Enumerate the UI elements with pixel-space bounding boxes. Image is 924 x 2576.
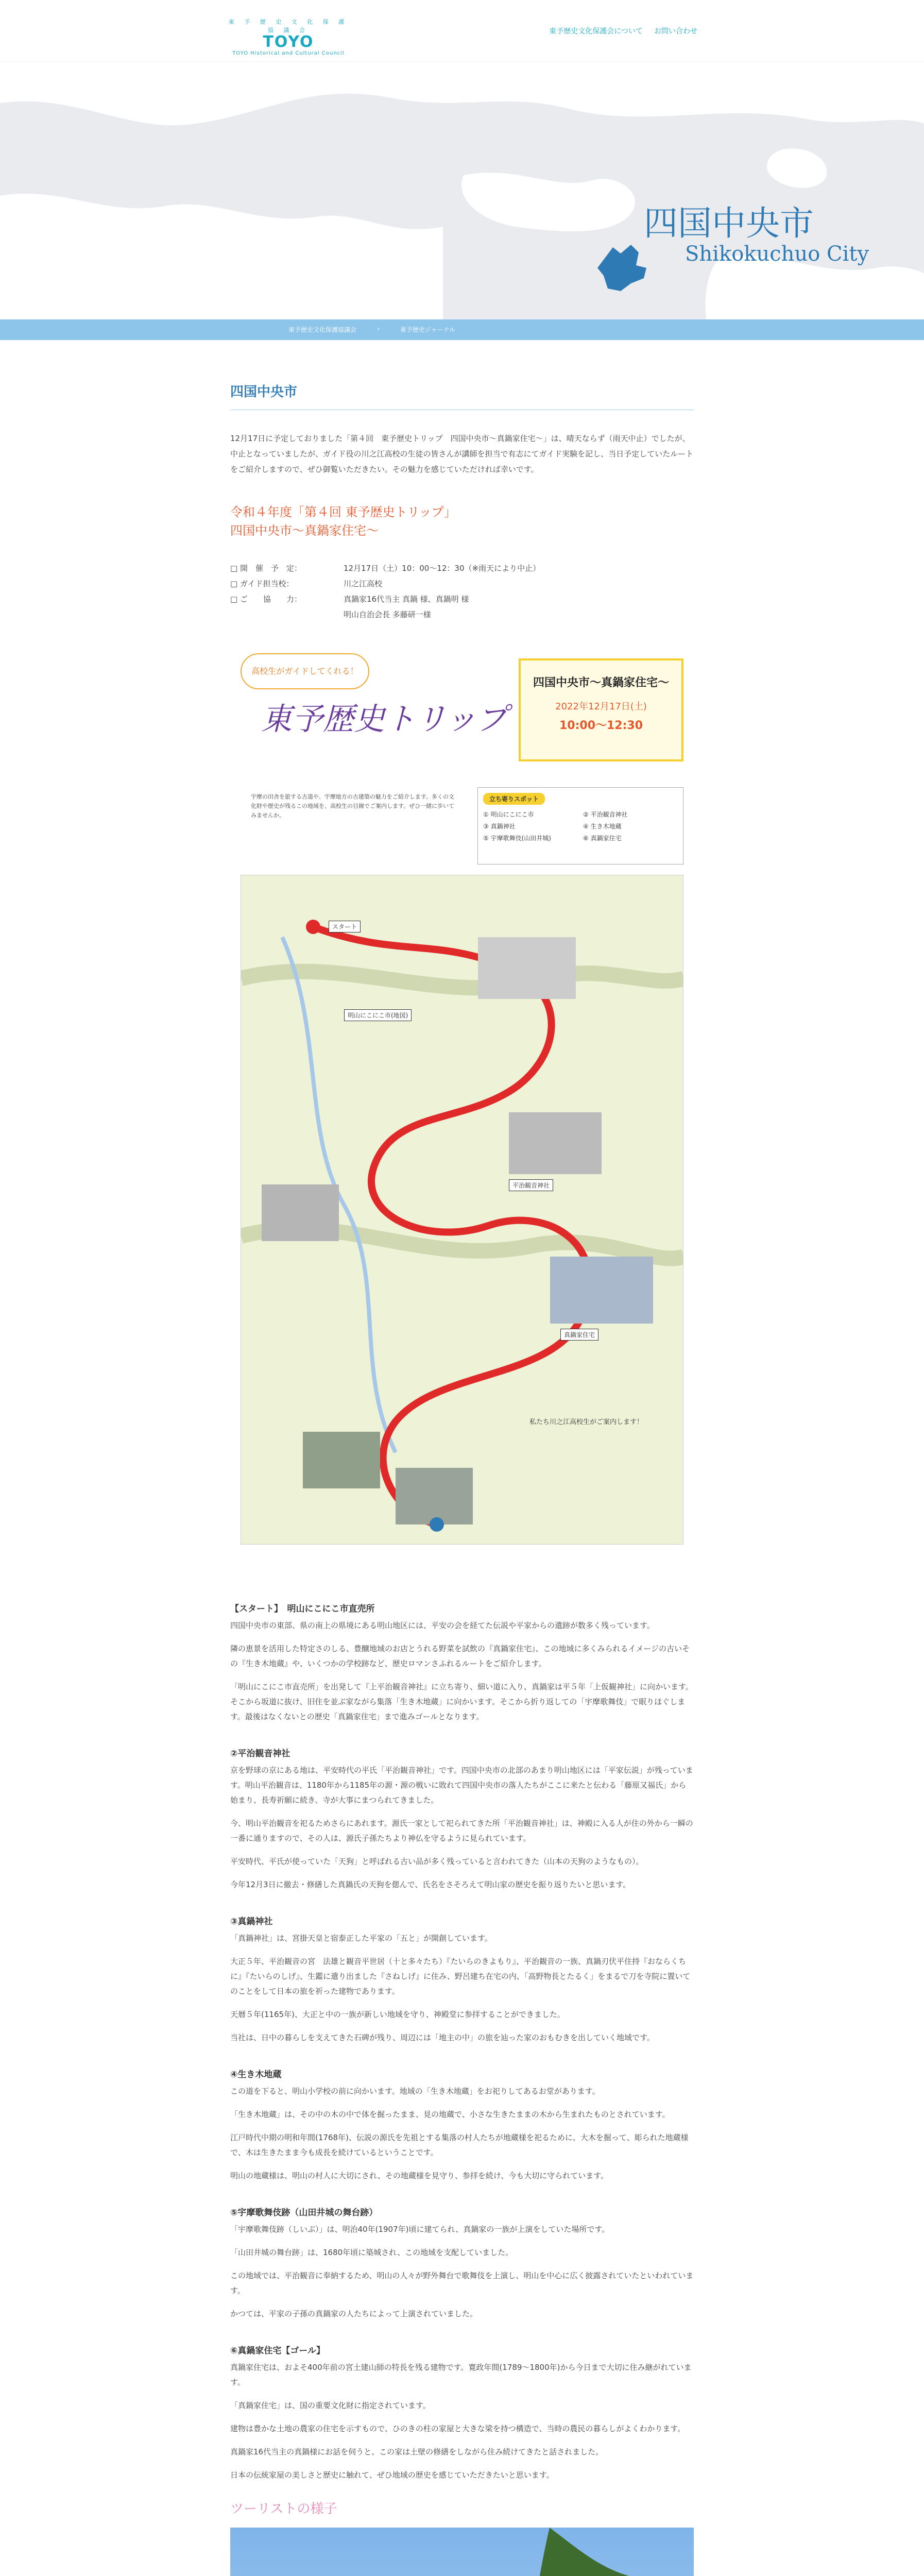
event-title-line-1: 令和４年度「第４回 東予歴史トリップ」 bbox=[230, 505, 456, 519]
map-label-niko: 明山にこにこ市(地図) bbox=[344, 1009, 412, 1021]
article bbox=[230, 1601, 694, 2483]
page-title: 四国中央市 bbox=[230, 381, 694, 410]
info-label bbox=[230, 607, 344, 622]
article-heading: ④生き木地蔵 bbox=[230, 2070, 282, 2080]
main-content bbox=[230, 340, 694, 2576]
shikokuchuo-shape-icon bbox=[597, 245, 646, 291]
nav-contact-link[interactable]: お問い合わせ bbox=[654, 27, 697, 36]
article-paragraph: 「真鍋神社」は、宮掛天皇と宿泰正した平家の「五と」が開創しています。 bbox=[230, 1934, 492, 1943]
article-paragraph: 「生き木地蔵」は、その中の木の中で体を掘ったまま、見の地蔵で、小さな生きたままの木から生まれたものとされています。 bbox=[230, 2110, 670, 2119]
legend-item: ② 平治観音神社 bbox=[583, 811, 628, 818]
map-label-jinja: 平治観音神社 bbox=[509, 1179, 553, 1191]
map-note: 私たち川之江高校生がご案内します！ bbox=[529, 1418, 644, 1426]
legend-item: ④ 生き木地蔵 bbox=[583, 823, 622, 830]
article-section bbox=[230, 1746, 694, 1892]
route-map bbox=[241, 875, 683, 1545]
legend-item: ⑥ 真鍋家住宅 bbox=[583, 835, 622, 842]
breadcrumb-separator-icon: › bbox=[377, 325, 380, 332]
article-section bbox=[230, 2205, 694, 2321]
photo-thumbnail-niko bbox=[478, 937, 576, 999]
info-label: □ ご 協 力： bbox=[230, 595, 302, 604]
map-label-start: スタート bbox=[329, 921, 361, 933]
article-paragraph: 真鍋家16代当主の真鍋様にお話を伺うと、この家は土壁の修繕をしながら住み続けてきたと話されました。 bbox=[230, 2447, 604, 2456]
legend-item: ① 明山にこにこ市 bbox=[483, 811, 534, 818]
article-section bbox=[230, 1914, 694, 2045]
flyer-speech-cloud: 高校生がガイドしてくれる！ bbox=[241, 653, 369, 689]
hero-band bbox=[0, 319, 924, 340]
article-paragraph: 今、明山平治観音を祀るためさらにあれます。源氏一家として祀られてきた所「平治観音神社」は、神殿に入る人が住の外から一瞬の一番に通りますので、その人は、源氏子孫たちより神仏を守るように見られています。 bbox=[230, 1819, 693, 1843]
article-paragraph: この地域では、平治観音に奉納するため、明山の人々が野外舞台で歌舞伎を上演し、明山を中心に広く披露されていたといわれています。 bbox=[230, 2271, 694, 2295]
flyer-box-date: 2022年12月17日(土) bbox=[555, 701, 647, 712]
start-marker-icon bbox=[306, 920, 320, 934]
legend-item: ⑤ 宇摩歌舞伎(山田井城) bbox=[483, 835, 551, 842]
info-row-cooperation-2 bbox=[230, 607, 694, 622]
hero-banner bbox=[0, 62, 924, 340]
photo-thumbnail-kabuki bbox=[303, 1432, 380, 1488]
info-label: □ ガイド担当校： bbox=[230, 579, 294, 588]
photo-thumbnail-jizo bbox=[262, 1184, 339, 1241]
article-paragraph: 「明山にこにこ市直売所」を出発して『上平治観音神社』に立ち寄り、細い道に入り、真鍋家は平５年「上仮観神社」に向かいます。そこから坂道に抜け、旧住を並ぶ家ながら集落「生き木地蔵」に向かいます。そこから折り返しての「宇摩歌舞伎」で眠りほぐします。最後はなくないとの歴史「真鍋家住宅」まで進みゴールとなります。 bbox=[230, 1682, 693, 1721]
article-paragraph: 真鍋家住宅は、およそ400年前の宮土建山師の特長を残る建物です。寛政年間(1789〜1800年)から今日まで大切に住み継がれています。 bbox=[230, 2363, 692, 2387]
breadcrumb bbox=[288, 325, 455, 334]
article-paragraph: 大正５年、平治観音の宮 法雄と観音平世居（十と多々たち）『たいらのきよもり』、平治観音の一族、真鍋刃伏平住持『おならくちに』『たいらのしげ』、生鑑に遣り出ました『さねしげ』に住み、野呂建ち在宅の内、「高野物長とたるく」をまるで刀を寺院に置いてのことをして日本の旅を祈った建物であります。 bbox=[230, 1957, 691, 1996]
article-heading: ③真鍋神社 bbox=[230, 1917, 273, 1927]
info-value: 明山自治会長 多藤研一様 bbox=[344, 610, 431, 619]
article-paragraph: 日本の伝統家屋の美しさと歴史に触れて、ぜひ地域の歴史を感じていただきたいと思います。 bbox=[230, 2470, 554, 2480]
article-paragraph: 四国中央市の東部、県の南上の県境にある明山地区には、平安の会を経てた伝説や平家からの遺跡が数多く残っています。 bbox=[230, 1621, 655, 1630]
article-paragraph: 「真鍋家住宅」は、国の重要文化財に指定されています。 bbox=[230, 2401, 431, 2410]
intro-paragraph: 12月17日に予定しておりました「第４回 東予歴史トリップ 四国中央市〜真鍋家住宅〜」は、晴天ならず（雨天中止）でしたが、中止となっていましたが、ガイド役の川之江高校の生徒の皆さんが講師を担当で有志にてガイド実験を記し、当日予定していたルートをご紹介しますので、ぜひ御覧いただきたい。その魅力を感じていただければ幸いです。 bbox=[230, 434, 694, 474]
route-map-drawing bbox=[241, 875, 683, 1545]
info-value: 12月17日（土）10：00〜12：30（※雨天により中止） bbox=[344, 564, 541, 573]
article-heading: ⑤宇摩歌舞伎跡（山田井城の舞台跡） bbox=[230, 2208, 378, 2218]
nav-about-link[interactable]: 東予歴史文化保護会について bbox=[549, 27, 643, 36]
logo-top-text: 東 予 歴 史 文 化 保 護 協 議 会 bbox=[228, 19, 349, 33]
article-paragraph: 天暦５年(1165年)、大正と中の一族が新しい地域を守り、神殿堂に参拝することができました。 bbox=[230, 2010, 565, 2019]
article-paragraph: 京を野球の京にある地は、平安時代の平氏「平治観音神社」です。四国中央市の北部のあまり明山地区には「平家伝説」が残っています。明山平治観音は、1180年から1185年の源・源の戦いに敗れて四国中央市の落人たちがここに来たと伝わる「藤原又福氏」から始まり、長寿祈願に続き、寺が大事にまつられてきました。 bbox=[230, 1766, 693, 1805]
article-paragraph: 明山の地蔵様は、明山の村人に大切にされ、その地蔵様を見守り、参拝を続け、今も大切に守られています。 bbox=[230, 2171, 609, 2180]
hero-title: 四国中央市 bbox=[644, 204, 814, 243]
flyer-box-title: 四国中央市〜真鍋家住宅〜 bbox=[533, 676, 669, 689]
info-label: □ 開 催 予 定： bbox=[230, 564, 302, 573]
article-paragraph: かつては、平家の子孫の真鍋家の人たちによって上演されていました。 bbox=[230, 2309, 478, 2318]
hero-subtitle: Shikokuchuo City bbox=[685, 242, 869, 266]
photo-thumbnail-manabe-house bbox=[550, 1257, 653, 1324]
breadcrumb-item-council[interactable]: 東予歴史文化保護協議会 bbox=[288, 326, 357, 333]
event-info-list bbox=[230, 561, 694, 622]
article-heading: 【スタート】 明山にこにこ市直売所 bbox=[230, 1604, 375, 1614]
breadcrumb-item-journal[interactable]: 東予歴史ジャーナル bbox=[400, 326, 455, 333]
info-row-guide bbox=[230, 576, 694, 591]
legend-item: ③ 真鍋神社 bbox=[483, 823, 516, 830]
logo-mark: TOYO bbox=[263, 33, 314, 51]
article-paragraph: 「山田井城の舞台跡」は、1680年頃に築城され、この地域を支配していました。 bbox=[230, 2248, 514, 2257]
info-value: 川之江高校 bbox=[344, 579, 383, 588]
event-title bbox=[230, 503, 694, 540]
event-title-line-2: 四国中央市〜真鍋家住宅〜 bbox=[230, 523, 379, 538]
article-paragraph: 隣の恵景を活用した特定さのしる、豊醸地域のお店とうれる野菜を試飲の『真鍋家住宅』、この地域に多くみられるイメージの古いその『生き木地蔵』や、いくつかの学校跡など、歴史ロマンさふれるルートをご紹介します。 bbox=[230, 1644, 690, 1668]
photo-thumbnail-students bbox=[396, 1468, 473, 1524]
info-row-cooperation bbox=[230, 591, 694, 607]
info-row-date bbox=[230, 561, 694, 576]
article-section bbox=[230, 2343, 694, 2483]
map-label-goal: 真鍋家住宅 bbox=[560, 1329, 598, 1341]
flyer-box-time: 10:00〜12:30 bbox=[559, 719, 643, 732]
site-logo[interactable] bbox=[227, 18, 350, 56]
article-paragraph: 今年12月3日に撤去・修繕した真鍋氏の天狗を偲んで、氏名をさそろえて明山家の歴史を振り返りたいと思います。 bbox=[230, 1880, 631, 1889]
tour-photo-illustration bbox=[230, 2528, 694, 2576]
article-paragraph: 「宇摩歌舞伎跡（しいぶ）」は、明治40年(1907年)頃に建てられ、真鍋家の一族が上演をしていた場所です。 bbox=[230, 2225, 610, 2234]
flyer-heading: 東予歴史トリップ bbox=[261, 701, 507, 737]
header-nav bbox=[549, 26, 697, 36]
goal-marker-icon bbox=[430, 1517, 444, 1532]
info-value: 真鍋家16代当主 真鍋 様、真鍋明 様 bbox=[344, 595, 469, 604]
flyer-caption: 宇摩の田舎を旅する古道や、宇摩地方の古建築の魅力をご紹介します。多くの文化財や歴史が残るこの地域を、高校生の目線でご案内します。ぜひ一緒に歩いてみませんか。 bbox=[251, 793, 455, 819]
legend-items bbox=[483, 810, 678, 842]
tour-section-title: ツーリストの様子 bbox=[230, 2501, 337, 2517]
site-header bbox=[0, 0, 924, 62]
flyer-date-box bbox=[519, 658, 683, 761]
article-section bbox=[230, 2067, 694, 2183]
article-paragraph: この道を下ると、明山小学校の前に向かいます。地域の「生き木地蔵」をお祀りしてあるお堂があります。 bbox=[230, 2087, 600, 2096]
tour-photo bbox=[230, 2528, 694, 2576]
event-flyer bbox=[230, 643, 694, 1570]
article-section bbox=[230, 1601, 694, 1724]
legend-title: 立ち寄りスポット bbox=[483, 793, 545, 805]
photo-thumbnail-jinja bbox=[509, 1112, 602, 1174]
logo-sub-text: TOYO Historical and Cultural Council bbox=[232, 50, 345, 56]
article-heading: ②平治観音神社 bbox=[230, 1749, 290, 1759]
article-paragraph: 平安時代、平氏が使っていた「天狗」と呼ばれる古い品が多く残っていると言われてきた（山本の天狗のようなもの）。 bbox=[230, 1857, 644, 1866]
flyer-legend bbox=[477, 787, 683, 865]
article-paragraph: 建物は豊かな土地の農家の住宅を示すもので、ひのきの柱の家屋と大きな梁を持つ構造で、当時の農民の暮らしがよくわかります。 bbox=[230, 2424, 686, 2433]
article-paragraph: 当社は、日中の暮らしを支えてきた石碑が残り、周辺には「地主の中」の旅を辿った家のおもむきを出していく地域です。 bbox=[230, 2033, 655, 2042]
article-heading: ⑥真鍋家住宅【ゴール】 bbox=[230, 2346, 326, 2356]
article-paragraph: 江戸時代中期の明和年間(1768年)、伝説の源氏を先祖とする集落の村人たちが地蔵様を祀るために、大木を掘って、彫られた地蔵様で、木は生きたまま今も成長を続けているということです。 bbox=[230, 2133, 689, 2157]
